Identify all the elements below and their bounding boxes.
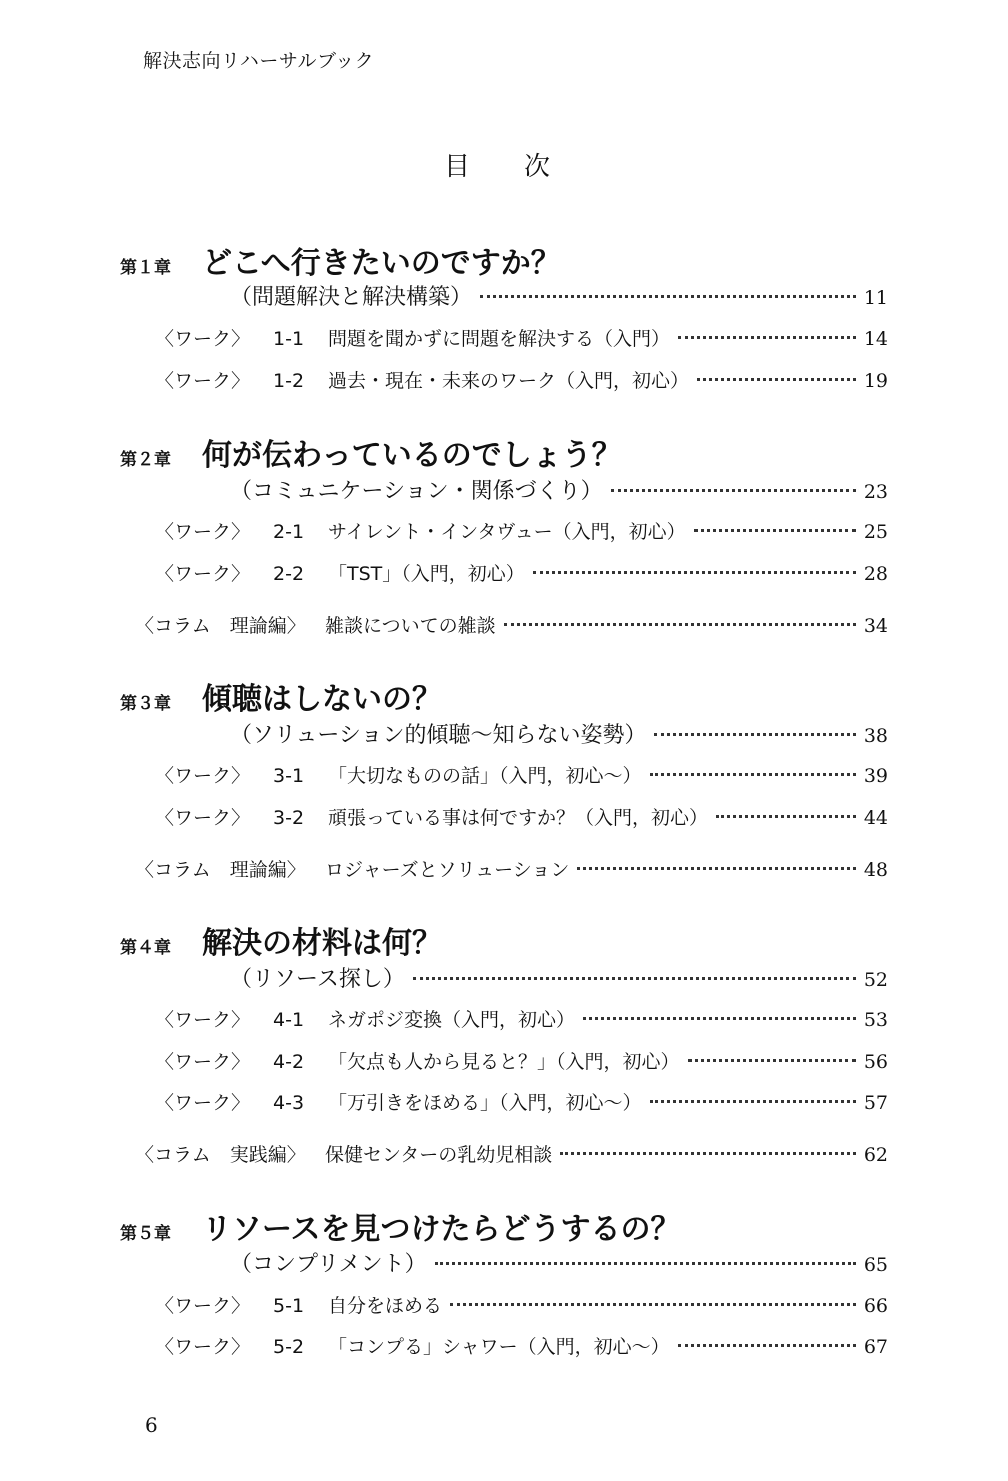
work-title: サイレント・インタヴュー（入門，初心） [328,521,686,543]
dot-leader [504,623,856,626]
chapter-number: 第４章 [120,938,171,958]
column-title: ロジャーズとソリューション [325,859,570,881]
dot-leader [688,1059,856,1062]
toc-title: 目 次 [443,152,564,182]
work-title: ネガポジ変換（入門，初心） [328,1009,576,1031]
dot-leader [650,1100,856,1103]
page-number: 62 [863,1144,888,1166]
toc-entry[interactable] [230,474,888,505]
page-number: 25 [863,521,888,543]
dot-leader [435,1262,856,1265]
work-title: 「コンプる」シャワー（入門，初心〜） [328,1336,670,1358]
page-number: 38 [863,725,888,747]
dot-leader [650,773,856,776]
chapter-subtitle: （問題解決と解決構築） [230,285,473,310]
work-label: 〈ワーク〉 [155,1051,251,1073]
toc-entry[interactable] [135,855,888,882]
column-title: 保健センターの乳幼児相談 [325,1144,553,1166]
dot-leader [611,489,856,492]
page-number: 11 [863,287,888,309]
dot-leader [560,1152,856,1155]
work-number: 4-3 [273,1092,305,1114]
work-title: 「大切なものの話」（入門，初心〜） [328,765,642,787]
chapter-subtitle: （リソース探し） [230,967,405,992]
page-number: 52 [863,969,888,991]
page-number: 39 [863,765,888,787]
work-number: 5-2 [273,1336,305,1358]
chapter-title: 傾聴はしないの？ [202,682,442,717]
dot-leader [533,571,856,574]
work-number: 4-1 [273,1009,305,1031]
work-title: 頑張っている事は何ですか？（入門，初心） [328,807,709,829]
page-number: 44 [863,807,888,829]
column-title: 雑談についての雑談 [325,615,496,637]
running-head: 解決志向リハーサルブック [143,50,375,72]
page-number: 66 [863,1295,888,1317]
work-title: 過去・現在・未来のワーク（入門，初心） [328,370,690,392]
dot-leader [480,295,856,298]
dot-leader [413,977,856,980]
chapter-number: 第１章 [120,258,171,278]
work-title: 「欠点も人から見ると？」（入門，初心） [328,1051,680,1073]
toc-entry[interactable] [135,611,888,638]
work-number: 2-2 [273,563,305,585]
page-number: 19 [863,370,888,392]
work-label: 〈ワーク〉 [155,807,251,829]
chapter-number: 第５章 [120,1224,171,1244]
dot-leader [577,867,855,870]
page-number: 34 [863,615,888,637]
work-number: 3-2 [273,807,305,829]
work-label: 〈ワーク〉 [155,370,251,392]
toc-entry[interactable] [155,559,888,586]
work-title: 「万引きをほめる」（入門，初心〜） [328,1092,642,1114]
work-label: 〈ワーク〉 [155,1336,251,1358]
dot-leader [450,1303,856,1306]
work-number: 1-2 [273,370,305,392]
dot-leader [654,733,855,736]
dot-leader [716,815,856,818]
toc-entry[interactable] [230,280,888,311]
toc-entry[interactable] [155,366,888,393]
work-label: 〈ワーク〉 [155,1009,251,1031]
page-number: 28 [863,563,888,585]
page-number: 56 [863,1051,888,1073]
page-number: 65 [863,1254,888,1276]
toc-entry[interactable] [155,1005,888,1032]
chapter-title: 解決の材料は何？ [202,926,442,961]
dot-leader [583,1017,856,1020]
toc-entry[interactable] [155,1332,888,1359]
column-label: 〈コラム 理論編〉 [135,615,306,637]
chapter-heading [120,918,888,962]
work-label: 〈ワーク〉 [155,521,251,543]
toc-entry[interactable] [230,1247,888,1278]
toc-entry[interactable] [155,517,888,544]
toc-entry[interactable] [230,962,888,993]
work-title: 「TST」（入門，初心） [328,563,525,585]
chapter-subtitle: （ソリューション的傾聴〜知らない姿勢） [230,723,647,748]
toc-entry[interactable] [155,1291,888,1318]
column-label: 〈コラム 理論編〉 [135,859,306,881]
folio-page-number: 6 [145,1413,158,1437]
toc-entry[interactable] [155,761,888,788]
column-label: 〈コラム 実践編〉 [135,1144,306,1166]
work-number: 5-1 [273,1295,305,1317]
chapter-heading [120,238,888,282]
work-number: 4-2 [273,1051,305,1073]
dot-leader [694,529,856,532]
chapter-subtitle: （コミュニケーション・関係づくり） [230,479,603,504]
page-number: 53 [863,1009,888,1031]
page-number: 14 [863,328,888,350]
work-label: 〈ワーク〉 [155,328,251,350]
work-label: 〈ワーク〉 [155,1295,251,1317]
chapter-title: リソースを見つけたらどうするの？ [202,1212,681,1247]
dot-leader [697,378,856,381]
dot-leader [678,336,856,339]
work-title: 自分をほめる [328,1295,443,1317]
work-number: 2-1 [273,521,305,543]
chapter-subtitle: （コンプリメント） [230,1252,427,1277]
toc-entry[interactable] [155,803,888,830]
toc-entry[interactable] [155,324,888,351]
toc-entry[interactable] [230,718,888,749]
page-number: 67 [863,1336,888,1358]
toc-entry[interactable] [135,1140,888,1167]
chapter-title: 何が伝わっているのでしょう？ [202,438,622,473]
page-number: 48 [863,859,888,881]
chapter-number: 第３章 [120,694,171,714]
chapter-heading [120,674,888,718]
toc-entry[interactable] [155,1047,888,1074]
work-number: 3-1 [273,765,305,787]
chapter-title: どこへ行きたいのですか？ [202,246,561,281]
work-label: 〈ワーク〉 [155,1092,251,1114]
chapter-heading [120,1204,888,1248]
chapter-number: 第２章 [120,450,171,470]
work-label: 〈ワーク〉 [155,563,251,585]
chapter-heading [120,430,888,474]
work-title: 問題を聞かずに問題を解決する（入門） [328,328,671,350]
work-label: 〈ワーク〉 [155,765,251,787]
page-number: 57 [863,1092,888,1114]
work-number: 1-1 [273,328,305,350]
page-number: 23 [863,481,888,503]
toc-entry[interactable] [155,1088,888,1115]
dot-leader [678,1344,856,1347]
